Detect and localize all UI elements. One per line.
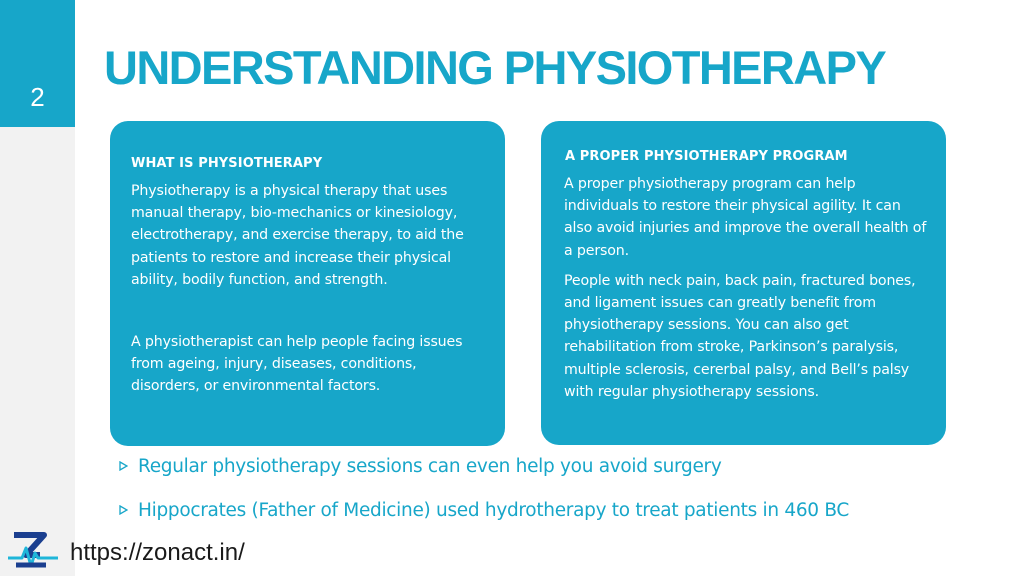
card-paragraph: Physiotherapy is a physical therapy that uses manual therapy, bio-mechanics or kinesiology, electrotherapy, and exercise therapy, to aid the patients to restore and increase their physical ability, bodily function, and strength. (131, 183, 464, 288)
website-url: https://zonact.in/ (70, 539, 245, 566)
card-paragraph: People with neck pain, back pain, fractured bones, and ligament issues can greatly benefit from physiotherapy sessions. You can also get rehabilitation from stroke, Parkinson’s paralysis, multiple sclerosis, cererbal palsy, and Bell’s palsy with regular physiotherapy sessions. (564, 272, 916, 400)
zonact-logo-icon (6, 531, 60, 571)
slide-title: UNDERSTANDING PHYSIOTHERAPY (104, 41, 886, 94)
bullet-text: Hippocrates (Father of Medicine) used hydrotherapy to treat patients in 460 BC (138, 499, 850, 521)
what-is-physiotherapy-card (110, 121, 505, 446)
physiotherapy-program-card (541, 121, 946, 445)
page-number: 2 (30, 82, 45, 112)
triangle-bullet-icon (119, 461, 128, 471)
card-paragraph: A physiotherapist can help people facing issues from ageing, injury, diseases, conditions, disorders, or environmental factors. (131, 334, 463, 395)
card-heading: WHAT IS PHYSIOTHERAPY (131, 156, 323, 171)
card-paragraph: A proper physiotherapy program can help individuals to restore their physical agility. It can also avoid injuries and improve the overall health of a person. (564, 176, 927, 259)
page-number-tile (0, 0, 75, 127)
bullet-list (119, 451, 999, 525)
triangle-bullet-icon (119, 505, 128, 515)
bullet-item (119, 451, 999, 481)
card-heading: A PROPER PHYSIOTHERAPY PROGRAM (565, 149, 848, 164)
bullet-text: Regular physiotherapy sessions can even help you avoid surgery (138, 455, 722, 477)
bullet-item (119, 495, 999, 525)
